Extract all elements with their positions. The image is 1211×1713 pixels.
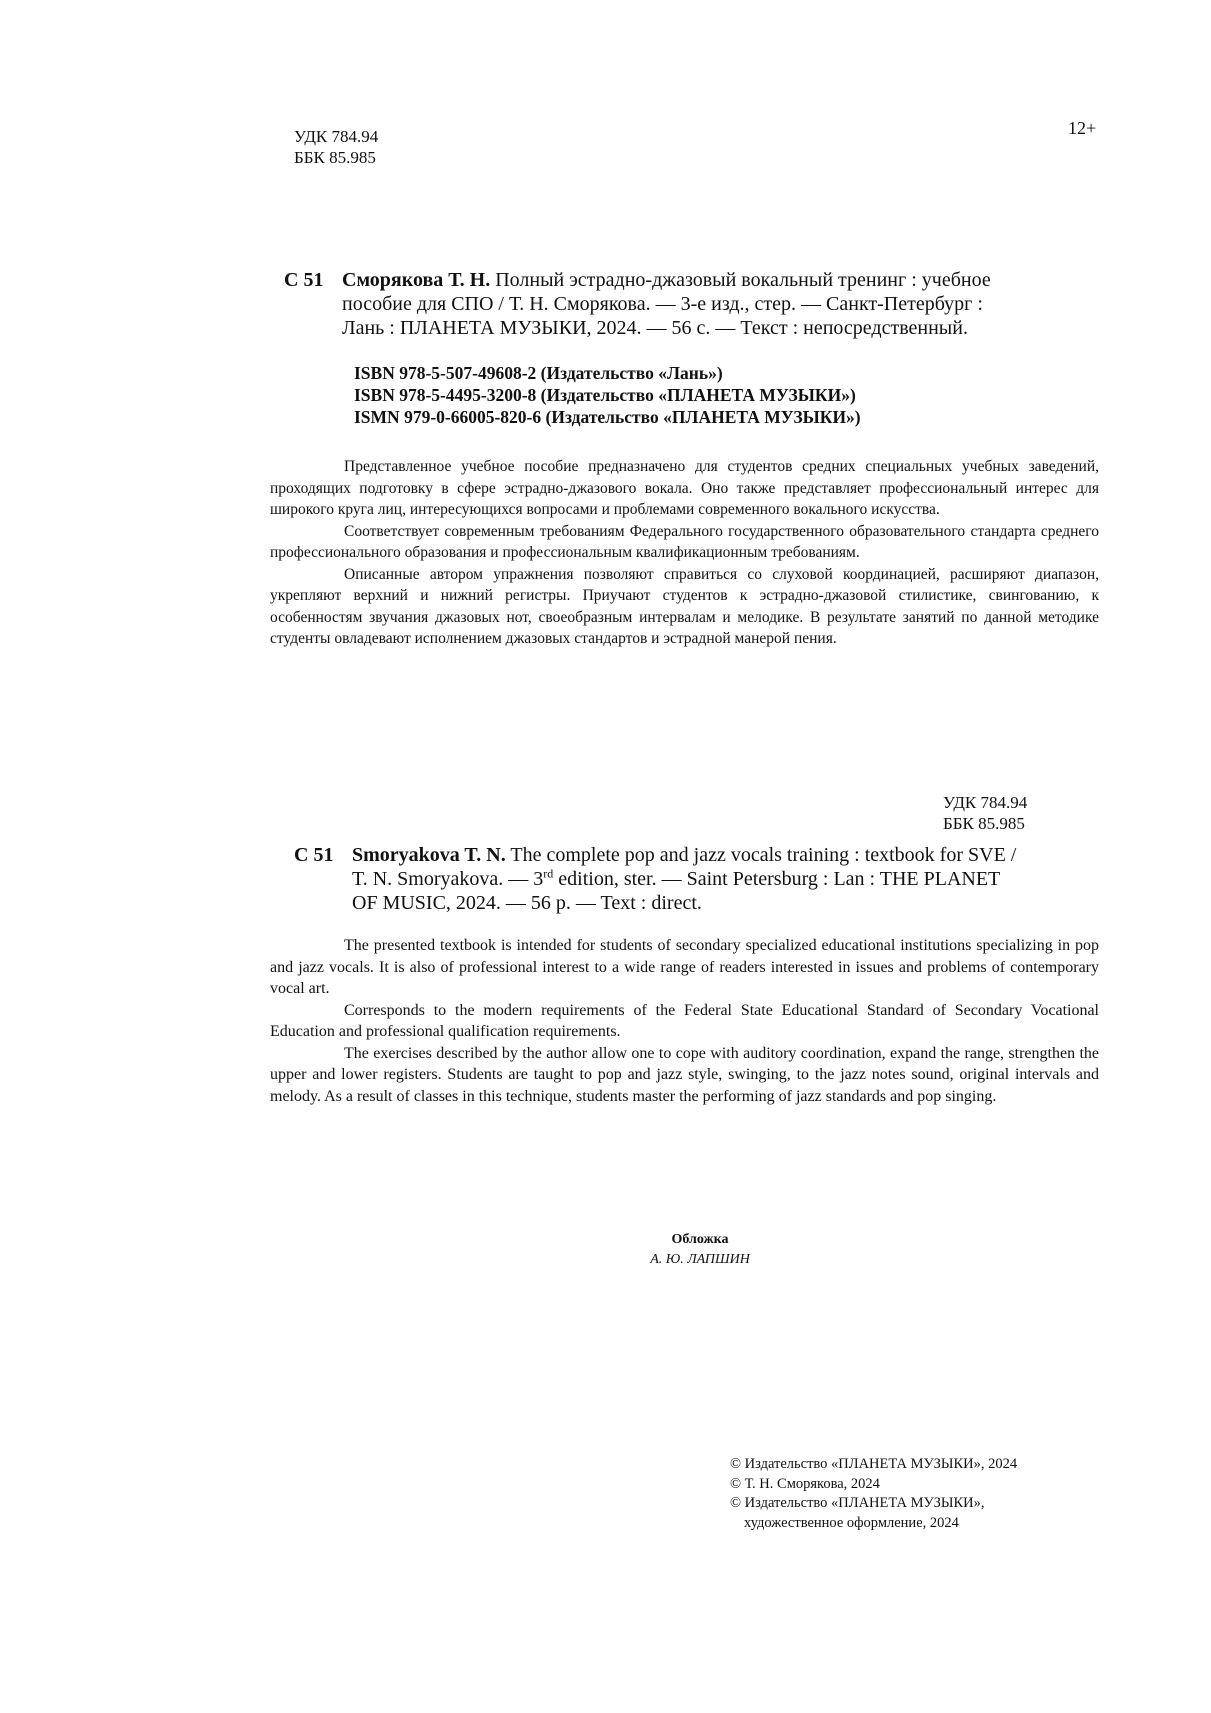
cover-designer: А. Ю. ЛАПШИН xyxy=(650,1252,750,1267)
copyright-line: © Издательство «ПЛАНЕТА МУЗЫКИ», 2024 xyxy=(730,1456,1018,1472)
ru-abstract xyxy=(270,456,1099,650)
ru-entry-line-3: Лань : ПЛАНЕТА МУЗЫКИ, 2024. — 56 с. — Текст : непосредственный. xyxy=(342,317,968,339)
en-bibliographic-entry xyxy=(294,843,1084,915)
en-line2-end: edition, ster. — Saint Petersburg : Lan : THE PLANET xyxy=(553,868,1001,890)
isbn-lan: ISBN 978-5-507-49608-2 (Издательство «Лань») xyxy=(354,363,723,383)
ismn-planet: ISMN 979-0-66005-820-6 (Издательство «ПЛАНЕТА МУЗЫКИ») xyxy=(354,407,861,427)
ru-entry-line-1 xyxy=(342,268,1084,292)
udk-bbk-block-top xyxy=(294,126,378,168)
cover-credit xyxy=(550,1230,850,1270)
catalog-index: С 51 xyxy=(294,844,334,866)
ru-title: Полный эстрадно-джазовый вокальный тренинг : учебное xyxy=(495,269,991,291)
ru-abstract-paragraph: Представленное учебное пособие предназначено для студентов средних специальных учебных заведений, проходящих подготовку в сфере эстрадно-джазового вокала. Оно также представляет профессиональный интерес для широкого круга лиц, интересующихся вопросами и проблемами современного вокального искусства. xyxy=(270,458,1099,518)
bbk-code: ББК 85.985 xyxy=(294,148,376,167)
en-abstract-paragraph: Corresponds to the modern requirements of the Federal State Educational Standard of Secondary Vocational Education and professional qualification requirements. xyxy=(270,1001,1099,1040)
en-abstract-paragraph: The exercises described by the author allow one to cope with auditory coordination, expand the range, strengthen the upper and lower registers. Students are taught to pop and jazz style, swinging, to the jazz notes sound, original intervals and melody. As a result of classes in this technique, students master the performing of jazz standards and pop singing. xyxy=(270,1044,1099,1105)
udk-bbk-block-mid xyxy=(943,792,1027,834)
en-title: The complete pop and jazz vocals training : textbook for SVE / xyxy=(510,844,1017,866)
ru-abstract-paragraph: Соответствует современным требованиям Федерального государственного образовательного стандарта среднего профессионального образования и профессиональным квалификационным требованиям. xyxy=(270,522,1099,561)
ru-bibliographic-entry xyxy=(284,268,1084,340)
isbn-planet: ISBN 978-5-4495-3200-8 (Издательство «ПЛАНЕТА МУЗЫКИ») xyxy=(354,385,856,405)
udk-code: УДК 784.94 xyxy=(943,793,1028,812)
catalog-index: С 51 xyxy=(284,269,324,291)
copyright-line: © Т. Н. Сморякова, 2024 xyxy=(730,1475,880,1492)
en-entry-line-2 xyxy=(352,867,1084,891)
ru-entry-line-2: пособие для СПО / Т. Н. Сморякова. — 3-е изд., стер. — Санкт-Петербург : xyxy=(342,293,983,315)
copyright-block xyxy=(730,1455,1017,1533)
bbk-code: ББК 85.985 xyxy=(943,814,1025,833)
cover-label: Обложка xyxy=(671,1232,729,1247)
copyright-line: © Издательство «ПЛАНЕТА МУЗЫКИ», xyxy=(730,1495,985,1511)
copyright-line: художественное оформление, 2024 xyxy=(744,1514,959,1531)
en-author: Smoryakova T. N. xyxy=(352,844,506,866)
en-entry-line-1 xyxy=(352,843,1084,867)
en-abstract xyxy=(270,935,1099,1107)
ru-abstract-paragraph: Описанные автором упражнения позволяют справиться со слуховой координацией, расширяют диапазон, укрепляют верхний и нижний регистры. Приучают студентов к эстрадно-джазовой стилистике, свингованию, к особенностям звучания джазовых нот, своеобразным интервалам и мелодике. В результате занятий по данной методике студенты овладевают исполнением джазовых стандартов и эстрадной манерой пения. xyxy=(270,565,1099,647)
en-abstract-paragraph: The presented textbook is intended for students of secondary specialized educational institutions specializing in pop and jazz vocals. It is also of professional interest to a wide range of readers interested in issues and problems of contemporary vocal art. xyxy=(270,937,1099,997)
ordinal-suffix: rd xyxy=(543,866,554,881)
en-entry-line-3: OF MUSIC, 2024. — 56 p. — Text : direct. xyxy=(352,892,702,914)
age-rating: 12+ xyxy=(1068,118,1097,138)
udk-code: УДК 784.94 xyxy=(294,127,379,146)
en-line2-start: T. N. Smoryakova. — 3 xyxy=(352,868,544,890)
isbn-list xyxy=(354,362,861,428)
ru-author: Сморякова Т. Н. xyxy=(342,269,491,291)
